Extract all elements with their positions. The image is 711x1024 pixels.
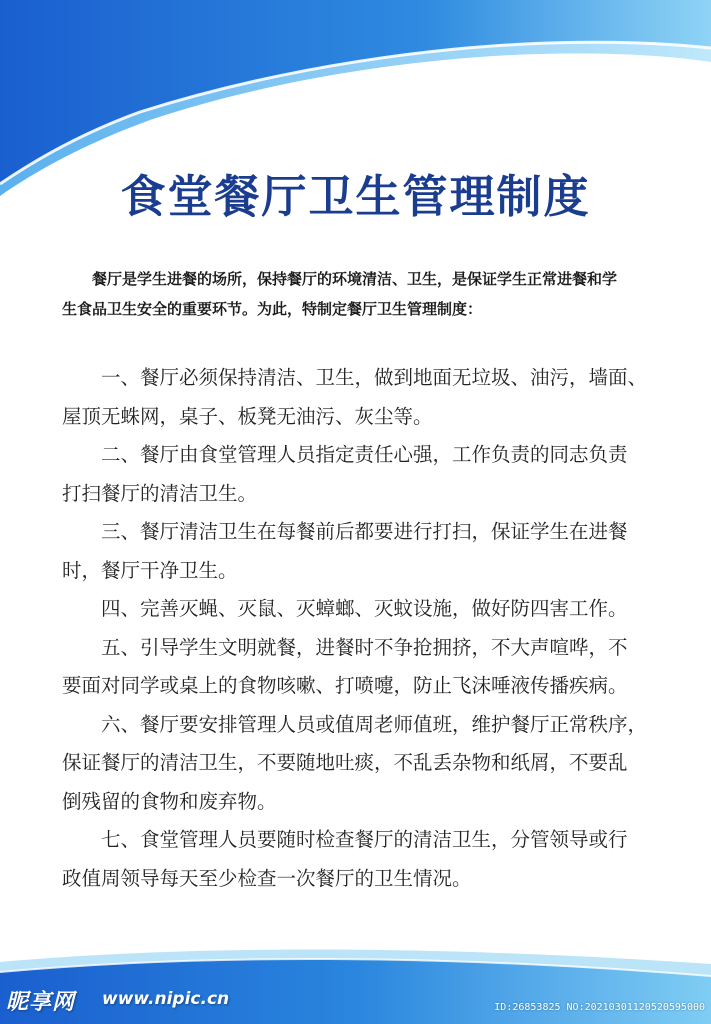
- rule-item-5: 五、引导学生文明就餐，进餐时不争抢拥挤，不大声喧哗，不 要面对同学或桌上的食物咳嗽、打喷嚏，防止飞沫唾液传播疾病。: [62, 635, 628, 697]
- rule-item-1: 一、餐厅必须保持清洁、卫生，做到地面无垃圾、油污，墙面、 屋顶无蛛网，桌子、板凳无油污、灰尘等。: [62, 366, 648, 428]
- watermark-logo: 昵享网: [6, 990, 76, 1015]
- rules-list: [62, 359, 684, 898]
- intro-paragraph: 餐厅是学生进餐的场所，保持餐厅的环境清洁、卫生，是保证学生正常进餐和学 生食品卫生安全的重要环节。为此，特制定餐厅卫生管理制度：: [62, 270, 618, 318]
- rule-item-6: 六、餐厅要安排管理人员或值周老师值班，维护餐厅正常秩序， 保证餐厅的清洁卫生，不要随地吐痰，不乱丢杂物和纸屑，不要乱 倒残留的食物和废弃物。: [62, 712, 648, 813]
- rule-item-7: 七、食堂管理人员要随时检查餐厅的清洁卫生，分管领导或行 政值周领导每天至少检查一次餐厅的卫生情况。: [62, 828, 628, 890]
- rule-item-2: 二、餐厅由食堂管理人员指定责任心强，工作负责的同志负责 打扫餐厅的清洁卫生。: [62, 443, 628, 505]
- poster-title: 食堂餐厅卫生管理制度: [120, 170, 591, 223]
- watermark-url: www.nipic.cn: [102, 989, 230, 1009]
- rule-item-4: 四、完善灭蝇、灭鼠、灭蟑螂、灭蚊设施，做好防四害工作。: [62, 597, 628, 620]
- rule-item-3: 三、餐厅清洁卫生在每餐前后都要进行打扫，保证学生在进餐 时，餐厅干净卫生。: [62, 520, 628, 582]
- watermark-id: ID:26853825 NO:20210301120520595000: [494, 1002, 705, 1013]
